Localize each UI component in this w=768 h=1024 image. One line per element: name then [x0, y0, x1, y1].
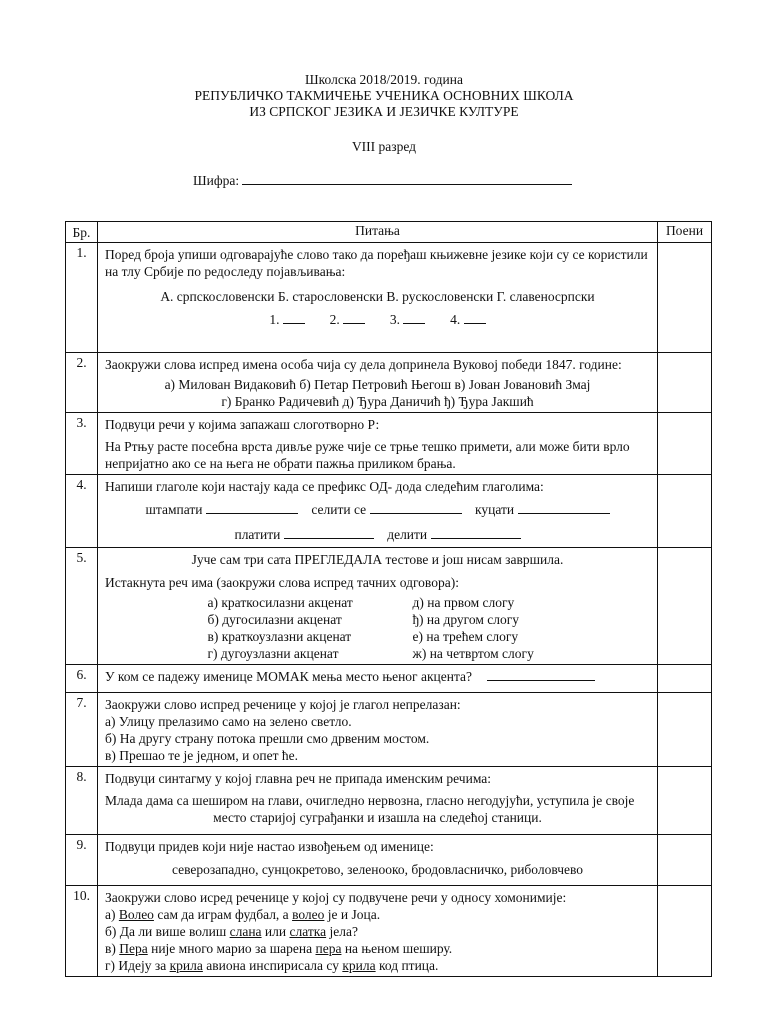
table-row — [66, 835, 712, 886]
option-item[interactable]: б) дугосилазни акценат — [207, 612, 342, 627]
option-item[interactable]: ж) на четвртом слогу — [412, 646, 534, 661]
question-number: 7. — [66, 693, 98, 767]
points-cell[interactable] — [658, 693, 712, 767]
answer-slots: 1. 2. 3. 4. — [105, 311, 650, 328]
answer-blank[interactable] — [206, 501, 298, 514]
question-1 — [98, 243, 658, 353]
option-item[interactable]: а) Волео сам да играм фудбал, а волео је и Јоца. — [105, 907, 381, 922]
question-text: Заокружи слово исред реченице у којој су подвучене речи у односу хомонимије: — [105, 890, 567, 905]
table-row — [66, 548, 712, 665]
question-number: 3. — [66, 413, 98, 475]
question-number: 2. — [66, 353, 98, 413]
table-row — [66, 353, 712, 413]
question-6 — [98, 665, 658, 693]
answer-blank[interactable] — [284, 526, 374, 539]
points-cell[interactable] — [658, 665, 712, 693]
school-year: Школска 2018/2019. година — [305, 72, 463, 87]
question-text: Подвуци речи у којима запажаш слоготворно Р: — [105, 417, 380, 432]
question-4 — [98, 475, 658, 548]
question-number: 9. — [66, 835, 98, 886]
option-item[interactable]: б) На другу страну потока прешли смо дрвеним мостом. — [105, 731, 430, 746]
answer-blank[interactable] — [403, 311, 425, 324]
question-2 — [98, 353, 658, 413]
col-questions-header: Питања — [98, 222, 658, 243]
questions-table — [65, 221, 712, 977]
points-cell[interactable] — [658, 835, 712, 886]
table-header-row — [66, 222, 712, 243]
question-number: 4. — [66, 475, 98, 548]
answer-options — [105, 594, 650, 662]
question-7 — [98, 693, 658, 767]
option-item[interactable]: г) Идеју за крила авиона инспирисала су крила код птица. — [105, 958, 439, 973]
option-item[interactable]: в) Прешао те је једном, и опет ће. — [105, 748, 299, 763]
code-label: Шифра: — [193, 173, 240, 188]
question-number: 6. — [66, 665, 98, 693]
verb-row: штампати селити се куцати — [105, 501, 650, 518]
question-sentence: На Ртњу расте посебна врста дивље руже чије се трње тешко примети, али може бити врло непријатно ако се на њега не обрати пажња приликом брања. — [105, 439, 630, 471]
answer-blank[interactable] — [464, 311, 486, 324]
option-row: г) Бранко Радичевић д) Ђура Даничић ђ) Ђура Јакшић — [221, 394, 534, 409]
col-number-header: Бр. — [66, 222, 98, 243]
question-text: Подвуци синтагму у којој главна реч не припада именским речима: — [105, 771, 492, 786]
language-options: А. српскословенски Б. старословенски В. рускословенски Г. славеносрпски — [160, 289, 595, 304]
subject-title: ИЗ СРПСКОГ ЈЕЗИКА И ЈЕЗИЧКЕ КУЛТУРЕ — [249, 104, 519, 119]
points-cell[interactable] — [658, 548, 712, 665]
verb-row: платити делити — [105, 526, 650, 543]
question-text: Поред броја упиши одговарајуће слово тако да поређаш књижевне језике који су се користили на тлу Србије по редоследу појављивања: — [105, 247, 648, 279]
competition-title: РЕПУБЛИЧКО ТАКМИЧЕЊЕ УЧЕНИКА ОСНОВНИХ ШКОЛА — [194, 88, 574, 103]
answer-blank[interactable] — [487, 668, 595, 681]
points-cell[interactable] — [658, 767, 712, 835]
table-row — [66, 767, 712, 835]
points-cell[interactable] — [658, 413, 712, 475]
table-row — [66, 475, 712, 548]
col-points-header: Поени — [658, 222, 712, 243]
option-item[interactable]: б) Да ли више волиш слана или слатка јела? — [105, 924, 358, 939]
points-cell[interactable] — [658, 475, 712, 548]
word-options: северозападно, сунцокретово, зеленооко, бродовласничко, риболовчево — [171, 862, 584, 877]
code-blank[interactable] — [242, 172, 572, 185]
syllable-options — [413, 594, 548, 662]
table-row — [66, 693, 712, 767]
answer-blank[interactable] — [283, 311, 305, 324]
answer-blank[interactable] — [431, 526, 521, 539]
points-cell[interactable] — [658, 886, 712, 977]
question-number: 10. — [66, 886, 98, 977]
question-text: У ком се падежу именице МОМАК мења место њеног акцента? — [105, 669, 473, 684]
option-item[interactable]: в) краткоузлазни акценат — [207, 629, 352, 644]
option-item[interactable]: а) краткосилазни акценат — [207, 595, 353, 610]
table-row — [66, 413, 712, 475]
question-text: Напиши глаголе који настају када се префикс ОД- дода следећим глаголима: — [105, 479, 544, 494]
document-header — [0, 72, 768, 120]
option-item[interactable]: а) Улицу прелазимо само на зелено светло. — [105, 714, 352, 729]
question-3 — [98, 413, 658, 475]
option-item[interactable]: е) на трећем слогу — [412, 629, 519, 644]
option-item[interactable]: ђ) на другом слогу — [412, 612, 520, 627]
question-text: Подвуци придев који није настао извођењем од именице: — [105, 839, 434, 854]
option-row: а) Милован Видаковић б) Петар Петровић Његош в) Јован Јовановић Змај — [164, 377, 591, 392]
question-number: 1. — [66, 243, 98, 353]
points-cell[interactable] — [658, 353, 712, 413]
question-sentence: Јуче сам три сата ПРЕГЛЕДАЛА тестове и још нисам завршила. — [191, 552, 564, 567]
question-10 — [98, 886, 658, 977]
accent-options — [208, 594, 413, 662]
question-number: 5. — [66, 548, 98, 665]
question-8 — [98, 767, 658, 835]
question-text: Заокружи слово испред реченице у којој је глагол непрелазан: — [105, 697, 461, 712]
table-row — [66, 886, 712, 977]
answer-blank[interactable] — [343, 311, 365, 324]
code-field — [193, 172, 572, 189]
grade-label: VIII разред — [351, 139, 417, 154]
question-number: 8. — [66, 767, 98, 835]
table-row — [66, 243, 712, 353]
question-sentence-continued: место старијој суграђанки и изашла на следећој станици. — [213, 810, 542, 825]
option-item[interactable]: д) на првом слогу — [412, 595, 515, 610]
answer-blank[interactable] — [518, 501, 610, 514]
answer-blank[interactable] — [370, 501, 462, 514]
option-item[interactable]: в) Пера није много марио за шарена пера на њеном шеширу. — [105, 941, 453, 956]
table-row — [66, 665, 712, 693]
question-text: Заокружи слова испред имена особа чија су дела допринела Вуковој победи 1847. године: — [105, 357, 622, 372]
question-9 — [98, 835, 658, 886]
option-item[interactable]: г) дугоузлазни акценат — [207, 646, 339, 661]
points-cell[interactable] — [658, 243, 712, 353]
question-text: Истакнута реч има (заокружи слова испред тачних одговора): — [105, 575, 459, 590]
question-sentence: Млада дама са шеширом на глави, очигледно нервозна, гласно негодујући, уступила је своје — [105, 793, 635, 808]
question-5 — [98, 548, 658, 665]
